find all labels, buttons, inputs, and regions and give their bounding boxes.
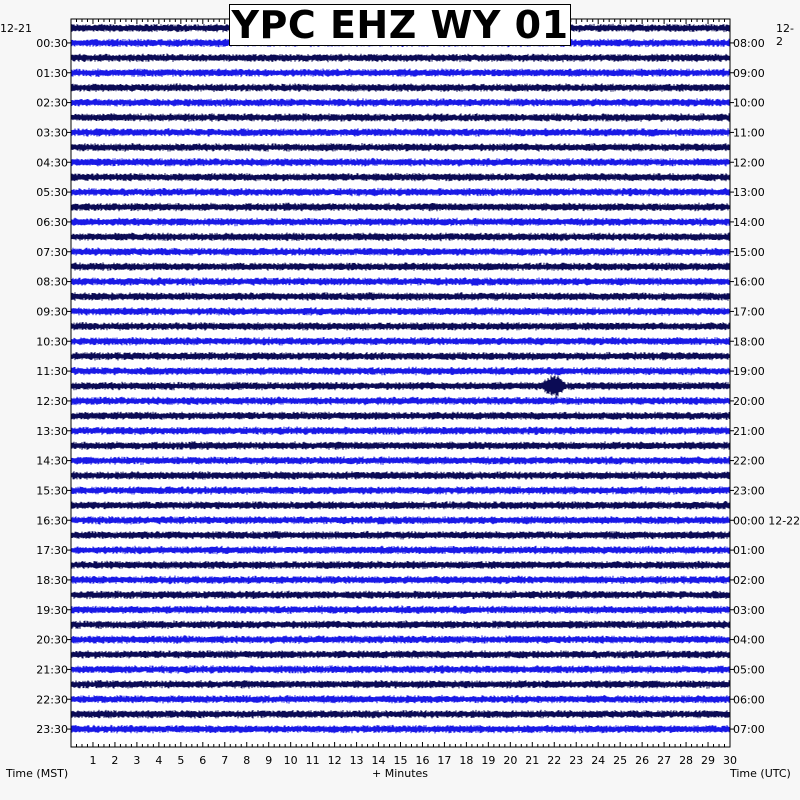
right-tick-label: 23:00 (733, 484, 765, 498)
x-tick-label: 23 (569, 754, 584, 767)
x-tick-label: 21 (525, 754, 540, 767)
x-tick-label: 24 (591, 754, 606, 767)
right-tick-label: 05:00 (733, 663, 765, 677)
right-tick-label: 19:00 (733, 365, 765, 379)
right-tick-label: 21:00 (733, 424, 765, 438)
left-tick-label: 21:30 (36, 663, 68, 677)
x-tick-label: 16 (415, 754, 430, 767)
left-tick-label: 00:30 (36, 36, 68, 50)
right-tick-label: 20:00 (733, 394, 765, 408)
x-tick-label: 28 (679, 754, 694, 767)
left-tick-label: 09:30 (36, 305, 68, 319)
x-tick-label: 20 (503, 754, 518, 767)
left-tick-label: 04:30 (36, 156, 68, 170)
right-tick-label: 03:00 (733, 603, 765, 617)
left-tick-label: 07:30 (36, 245, 68, 259)
x-tick-label: 9 (265, 754, 273, 767)
left-tick-label: 20:30 (36, 633, 68, 647)
x-tick-label: 15 (393, 754, 408, 767)
x-tick-label: 29 (701, 754, 716, 767)
right-tick-label: 10:00 (733, 96, 765, 110)
x-tick-label: 8 (243, 754, 251, 767)
x-tick-label: 2 (111, 754, 119, 767)
x-tick-label: 26 (635, 754, 650, 767)
x-tick-label: 12 (327, 754, 342, 767)
end-date-label: 12-2 (776, 22, 794, 48)
x-tick-label: 19 (481, 754, 496, 767)
left-tick-label: 19:30 (36, 603, 68, 617)
x-tick-label: 22 (547, 754, 562, 767)
left-tick-label: 06:30 (36, 215, 68, 229)
left-tick-label: 12:30 (36, 394, 68, 408)
left-tick-label: 11:30 (36, 365, 68, 379)
right-tick-label: 07:00 (733, 723, 765, 737)
right-tick-label: 11:00 (733, 126, 765, 140)
x-tick-label: 1 (89, 754, 97, 767)
right-tick-label: 09:00 (733, 66, 765, 80)
right-tick-label: 17:00 (733, 305, 765, 319)
left-tick-label: 14:30 (36, 454, 68, 468)
x-tick-label: 10 (283, 754, 298, 767)
start-date-label: 12-21 (0, 22, 32, 35)
x-tick-label: 25 (613, 754, 628, 767)
x-tick-label: 30 (723, 754, 737, 767)
right-tick-label: 13:00 (733, 186, 765, 200)
left-tick-label: 23:30 (36, 723, 68, 737)
left-tick-label: 16:30 (36, 514, 68, 528)
x-tick-label: 6 (199, 754, 207, 767)
left-tick-label: 03:30 (36, 126, 68, 140)
left-tick-label: 02:30 (36, 96, 68, 110)
right-tick-label: 01:00 (733, 544, 765, 558)
x-tick-label: 4 (155, 754, 163, 767)
left-tick-label: 22:30 (36, 693, 68, 707)
x-tick-label: 27 (657, 754, 672, 767)
left-tick-label: 17:30 (36, 544, 68, 558)
chart-title: YPC EHZ WY 01 (229, 4, 571, 46)
x-tick-label: 3 (133, 754, 141, 767)
left-tick-label: 15:30 (36, 484, 68, 498)
right-tick-label: 12:00 (733, 156, 765, 170)
x-tick-label: 18 (459, 754, 474, 767)
right-tick-label: 15:00 (733, 245, 765, 259)
left-tick-label: 01:30 (36, 66, 68, 80)
x-axis-label: + Minutes (372, 767, 429, 780)
left-tick-label: 05:30 (36, 186, 68, 200)
x-tick-label: 17 (437, 754, 452, 767)
right-tick-label: 04:00 (733, 633, 765, 647)
right-axis-label: Time (UTC) (730, 767, 791, 780)
right-tick-label: 08:00 (733, 36, 765, 50)
left-axis-label: Time (MST) (6, 767, 69, 780)
right-tick-label: 18:00 (733, 335, 765, 349)
x-tick-label: 5 (177, 754, 185, 767)
left-tick-label: 10:30 (36, 335, 68, 349)
x-tick-label: 7 (221, 754, 229, 767)
x-tick-label: 14 (371, 754, 386, 767)
right-tick-label: 06:00 (733, 693, 765, 707)
x-tick-label: 11 (305, 754, 320, 767)
right-tick-label: 16:00 (733, 275, 765, 289)
left-tick-label: 13:30 (36, 424, 68, 438)
right-tick-label: 22:00 (733, 454, 765, 468)
left-tick-label: 18:30 (36, 573, 68, 587)
right-tick-label: 02:00 (733, 573, 765, 587)
left-tick-label: 08:30 (36, 275, 68, 289)
right-tick-label: 00:00 12-22 (733, 514, 800, 528)
x-tick-label: 13 (349, 754, 364, 767)
right-tick-label: 14:00 (733, 215, 765, 229)
